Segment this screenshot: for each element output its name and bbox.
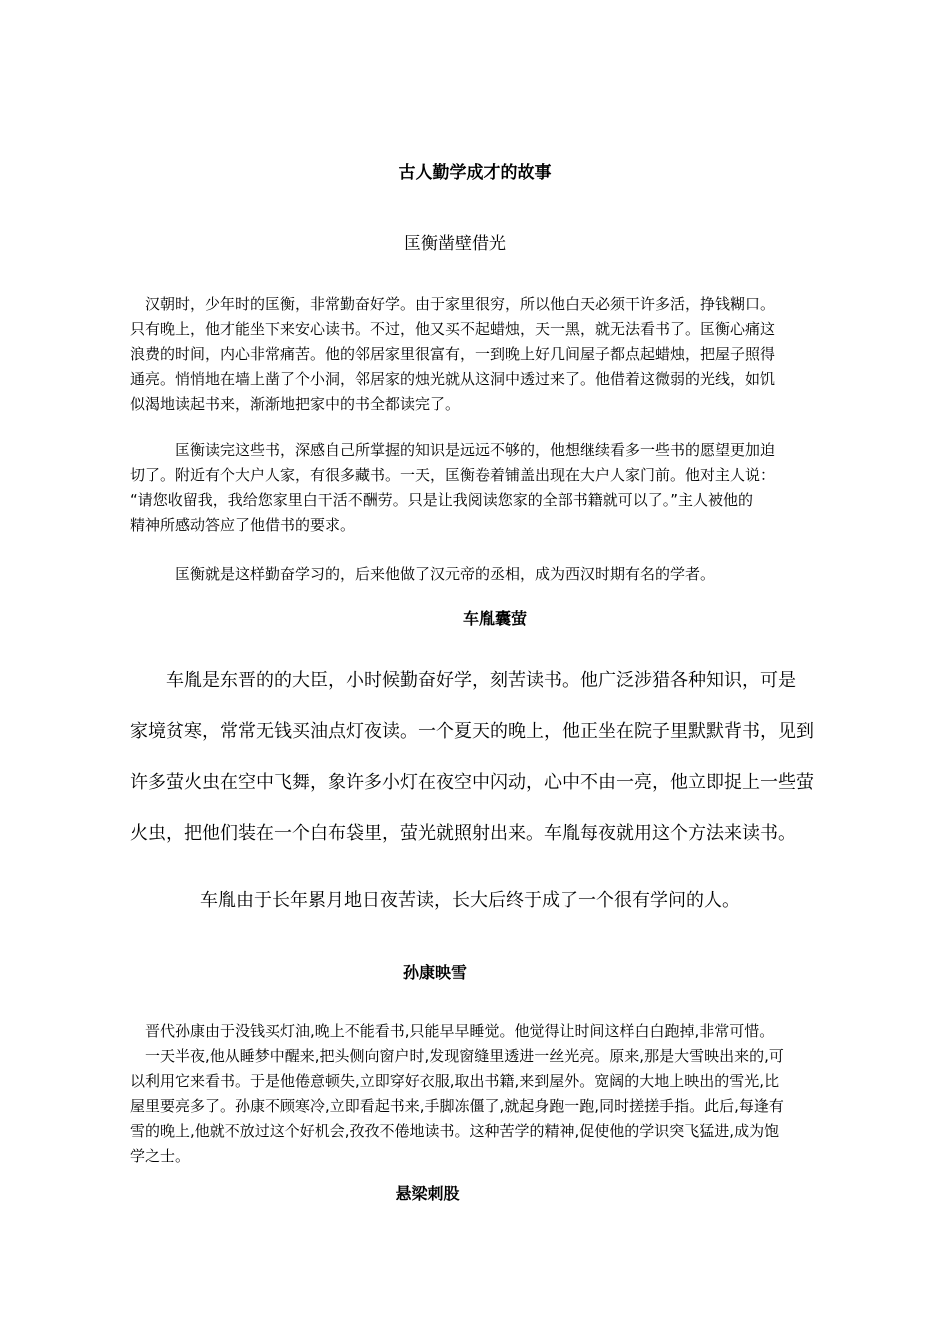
paragraph-line: 晋代孙康由于没钱买灯油,晚上不能看书,只能早早睡觉。他觉得让时间这样白白跑掉,非常可惜。 [130,1022,775,1040]
document-title: 古人勤学成才的故事 [398,163,552,183]
paragraph-line: 汉朝时，少年时的匡衡，非常勤奋好学。由于家里很穷，所以他白天必须干许多活，挣钱糊口。 [130,295,776,313]
story1-paragraph3 [130,562,870,587]
paragraph-line: 浪费的时间，内心非常痛苦。他的邻居家里很富有，一到晚上好几间屋子都点起蜡烛，把屋子照得 [130,345,776,363]
story1-paragraph1 [130,292,870,417]
paragraph-line: 一天半夜,他从睡梦中醒来,把头侧向窗户时,发现窗缝里透进一丝光亮。原来,那是大雪映出来的,可 [130,1047,784,1065]
story1-paragraph2 [130,438,870,538]
paragraph-line: 切了。附近有个大户人家，有很多藏书。一天，匡衡卷着铺盖出现在大户人家门前。他对主人说： [130,466,776,484]
paragraph-line: 只有晚上，他才能坐下来安心读书。不过，他又买不起蜡烛，天一黑，就无法看书了。匡衡心痛这 [130,320,776,338]
story1-heading: 匡衡凿壁借光 [404,234,506,254]
story2-paragraph1 [130,655,870,859]
story2-heading: 车胤囊萤 [462,609,527,628]
story3-heading: 孙康映雪 [402,963,467,982]
paragraph-line: 以利用它来看书。于是他倦意顿失,立即穿好衣服,取出书籍,来到屋外。宽阔的大地上映出的雪光,比 [130,1072,780,1090]
paragraph-line: 雪的晚上,他就不放过这个好机会,孜孜不倦地读书。这种苦学的精神,促使他的学识突飞猛进,成为饱 [130,1122,780,1140]
story2-paragraph2: 车胤由于长年累月地日夜苦读，长大后终于成了一个很有学问的人。 [200,890,740,911]
paragraph-line: 匡衡就是这样勤奋学习的，后来他做了汉元帝的丞相，成为西汉时期有名的学者。 [130,565,716,583]
story3-paragraph2 [130,1044,870,1169]
paragraph-line: 火虫，把他们装在一个白布袋里，萤光就照射出来。车胤每夜就用这个方法来读书。 [130,823,796,844]
paragraph-line: 车胤是东晋的的大臣，小时候勤奋好学，刻苦读书。他广泛涉猎各种知识，可是 [130,670,796,691]
paragraph-line: 精神所感动答应了他借书的要求。 [130,516,356,534]
paragraph-line: 许多萤火虫在空中飞舞，象许多小灯在夜空中闪动，心中不由一亮，他立即捉上一些萤 [130,772,814,793]
paragraph-line: 家境贫寒，常常无钱买油点灯夜读。一个夏天的晚上，他正坐在院子里默默背书，见到 [130,721,814,742]
story3-paragraph1 [130,1019,870,1044]
paragraph-line: 通亮。悄悄地在墙上凿了个小洞，邻居家的烛光就从这洞中透过来了。他借着这微弱的光线，如饥 [130,370,776,388]
paragraph-line: 学之士。 [130,1147,191,1165]
paragraph-line: 似渴地读起书来，渐渐地把家中的书全都读完了。 [130,395,461,413]
paragraph-line: 屋里要亮多了。孙康不顾寒冷,立即看起书来,手脚冻僵了,就起身跑一跑,同时搓搓手指。此后,每逢有 [130,1097,784,1115]
paragraph-line: “请您收留我，我给您家里白干活不酬劳。只是让我阅读您家的全部书籍就可以了。”主人被他的 [130,491,754,509]
story4-heading: 悬梁刺股 [395,1184,460,1203]
paragraph-line: 匡衡读完这些书，深感自己所掌握的知识是远远不够的，他想继续看多一些书的愿望更加迫 [130,441,776,459]
